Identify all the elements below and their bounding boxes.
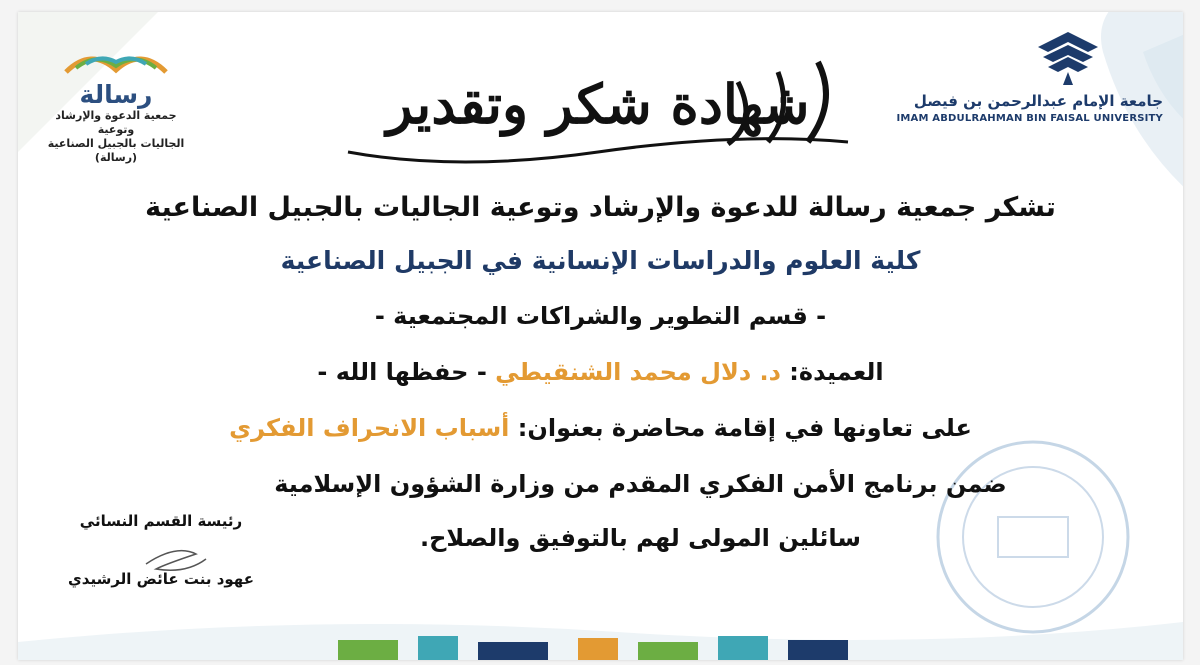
body-line-college: كلية العلوم والدراسات الإنسانية في الجبيل الصناعية [280,246,921,275]
dean-label: العميدة: [780,358,884,386]
handwritten-signature [136,534,216,574]
open-book-icon [56,42,176,78]
university-name-ar: جامعة الإمام عبدالرحمن بن فيصل [913,92,1163,110]
organization-description-line2: الجاليات بالجبيل الصناعية (رسالة) [47,137,185,164]
body-line-program: ضمن برنامج الأمن الفكري المقدم من وزارة الشؤون الإسلامية [274,470,1007,498]
signature-title: رئيسة القسم النسائي [79,512,243,530]
body-line-thanks: تشكر جمعية رسالة للدعوة والإرشاد وتوعية الجاليات بالجبيل الصناعية [145,192,1056,223]
body-line-lecture [18,414,1183,442]
certificate-sheet [18,12,1183,660]
university-name-en: IMAM ABDULRAHMAN BIN FAISAL UNIVERSITY [896,113,1163,124]
organization-logo-word: رسالة [79,80,153,109]
signature-block [46,512,276,588]
body-line-closing: سائلين المولى لهم بالتوفيق والصلاح. [419,524,862,552]
certificate-title [338,42,858,172]
body-line-department: - قسم التطوير والشراكات المجتمعية - [374,302,827,330]
certificate-title-text: شهادة شكر وتقدير [386,72,810,136]
lecture-label: على تعاونها في إقامة محاضرة بعنوان: [509,414,972,442]
signature-name: عهود بنت عائض الرشيدي [68,570,254,588]
organization-description-line1: جمعية الدعوة والإرشاد وتوعية [55,109,177,136]
university-logo-icon [1028,27,1108,87]
lecture-topic: أسباب الانحراف الفكري [229,414,510,442]
body-line-dean [18,358,1183,386]
organization-description [36,109,196,165]
dean-name: د. دلال محمد الشنقيطي [495,358,781,386]
dean-suffix: - حفظها الله - [317,358,496,386]
organization-logo [36,42,196,165]
university-logo [896,92,1163,124]
